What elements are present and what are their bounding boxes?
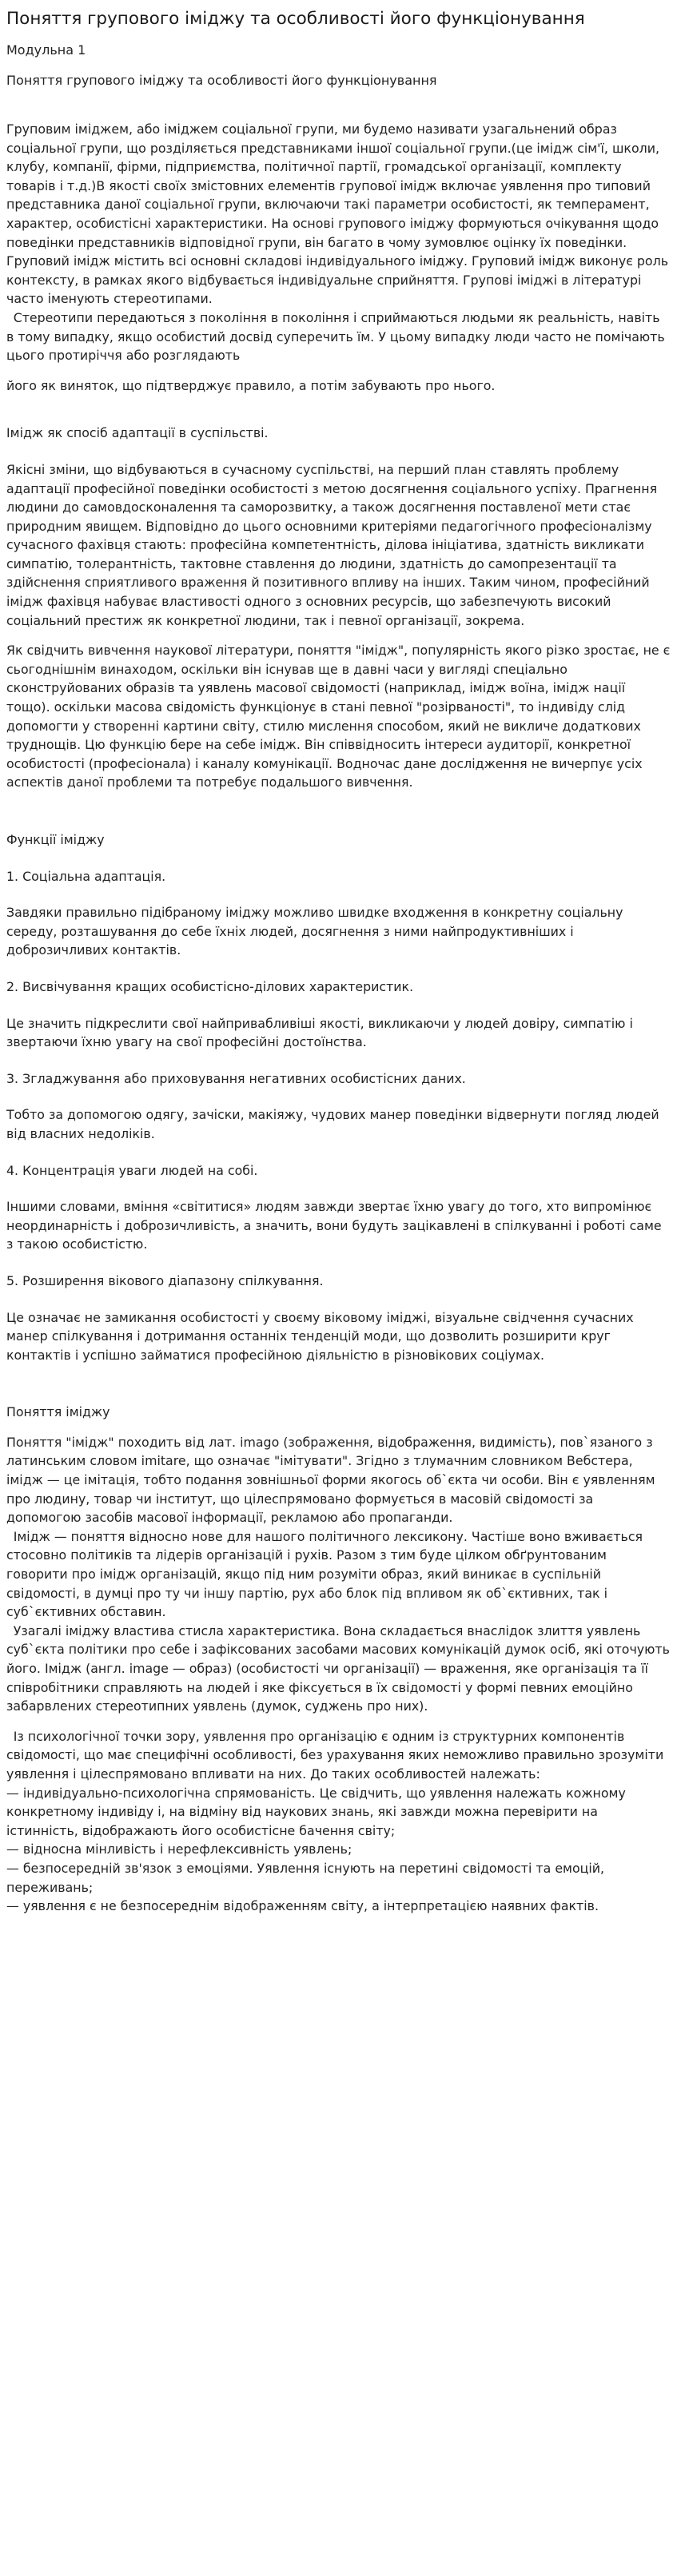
section-heading: Поняття іміджу [6, 1404, 110, 1420]
section-heading: Функції іміджу [6, 832, 105, 847]
paragraph: Поняття "імідж" походить від лат. imago (зображення, відображення, видимість), пов`язаного з латинським словом imitare, що означає "імітувати". Згідно з тлумачним словником Вебстера, імідж — це імітація, тобто подання зовнішньої форми якогось об`єкта чи особи. Він є уявленням про людину, товар чи інститут, що цілеспрямовано формується в масовій свідомості за допомогою засобів масової інформації, рекламою або пропаганди. [6, 1434, 655, 1526]
paragraph: його як виняток, що підтверджує правило, а потім забувають про нього. [6, 377, 496, 393]
section-subtitle: Поняття групового іміджу та особливості його функціонування [6, 73, 437, 88]
paragraph: Груповим іміджем, або іміджем соціальної групи, ми будемо називати узагальнений образ соціальної групи, що розділяється представниками іншої соціальної групи.(це імідж сім'ї, школи, клубу, компанії, фірми, підприємства, політичної партії, громадської організації, комплекту товарів і т.д.)В якості своїх змістовних елементів групової імідж включає уявлення про типовий представника даної соціальної групи, включаючи такі параметри особистості, як темперамент, характер, особистісні характеристики. На основі групового іміджу формуються очікування щодо поведінки представників відповідної групи, він багато в чому зумовлює оцінку їх поведінки. Груповий імідж містить всі основні складові індивідуального іміджу. Груповий імідж виконує роль контексту, в рамках якого відбувається індивідуальне сприйняття. Групові іміджі в літературі часто іменують стереотипами. [6, 121, 669, 307]
function-title: 2. Висвічування кращих особистісно-ділових характеристик. [6, 978, 414, 994]
paragraph: Із психологічної точки зору, уявлення про організацію є одним із структурних компонентів свідомості, що має специфічні особливості, без урахування яких неможливо правильно зрозуміти уявлення і цілеспрямовано впливати на них. До таких особливостей належать: [6, 1728, 664, 1782]
function-text: Іншими словами, вміння «світитися» людям завжди звертає їхню увагу до того, хто випромінює неординарність і доброзичливість, а значить, вони будуть зацікавлені в спілкуванні і роботі саме з такою особистістю. [6, 1199, 662, 1252]
list-item: — відносна мінливість і нерефлексивність уявлень; [6, 1841, 352, 1857]
function-text: Тобто за допомогою одягу, зачіски, макіяжу, чудових манер поведінки відвернути погляд людей від власних недоліків. [6, 1107, 659, 1141]
list-item: — безпосередній зв'язок з емоціями. Уявлення існують на перетині свідомості та емоцій, переживань; [6, 1860, 605, 1895]
paragraph: Імідж — поняття відносно нове для нашого політичного лексикону. Частіше воно вживається стосовно політиків та лідерів організацій і рухів. Разом з тим буде цілком обґрунтованим говорити про імідж організацій, якщо під ним розуміти образ, який виникає в суспільній свідомості, в думці про ту чи іншу партію, рух або блок під впливом як об`єктивних, так і суб`єктивних обставин. [6, 1528, 643, 1620]
paragraph: Як свідчить вивчення наукової літератури, поняття "імідж", популярність якого різко зростає, не є сьогоднішнім винаходом, оскільки він існував ще в давні часи у вигляді спеціально сконструйованих образів та уявлень масової свідомості (наприклад, імідж воїна, імідж нації тощо). оскільки масова свідомість функціонує в стані певної "розірваності", то індивіду слід допомогти у створенні картини світу, стилю мислення способом, який не викличе додаткових труднощів. Цю функцію бере на себе імідж. Він співвідносить інтереси аудиторії, конкретної особистості (професіонала) і каналу комунікації. Водночас дане дослідження не вичерпує усіх аспектів даної проблеми та потребує подальшого вивчення. [6, 643, 671, 790]
concept-section [6, 1403, 671, 1915]
list-item: — індивідуально-психологічна спрямованість. Це свідчить, що уявлення належать кожному конкретному індивіду і, на відміну від наукових знань, які завжди можна перевірити на істинність, відображають його особистісне бачення світу; [6, 1785, 626, 1838]
function-title: 4. Концентрація уваги людей на собі. [6, 1162, 258, 1178]
adaptation-section [6, 424, 671, 792]
function-title: 5. Розширення вікового діапазону спілкування. [6, 1272, 324, 1288]
paragraph: Якісні зміни, що відбуваються в сучасному суспільстві, на перший план ставлять проблему адаптації професійної поведінки особистості з метою досягнення соціального успіху. Прагнення людини до самовдосконалення та саморозвитку, а також досягнення поставленої мети стає природним явищем. Відповідно до цього основними критеріями педагогічного професіоналізму сучасного фахівця стають: професійна компетентність, ділова ініціатива, здатність викликати симпатію, толерантність, тактовне ставлення до людини, здатність до самопрезентації та здійснення сприятливого враження й позитивного впливу на інших. Таким чином, професійний імідж фахівця набуває властивості одного з основних ресурсів, що забезпечують високий соціальний престиж як конкретної людини, так і певної організації, зокрема. [6, 461, 658, 628]
function-text: Це значить підкреслити свої найпривабливіші якості, викликаючи у людей довіру, симпатію і звертаючи їхню увагу на свої професійні достоїнства. [6, 1015, 633, 1050]
function-title: 3. Згладжування або приховування негативних особистісних даних. [6, 1070, 466, 1086]
section-heading: Імідж як спосіб адаптації в суспільстві. [6, 425, 269, 441]
functions-section [6, 830, 671, 1364]
list-item: — уявлення є не безпосереднім відображенням світу, а інтерпретацією наявних фактів. [6, 1898, 599, 1914]
intro-block [6, 120, 671, 395]
page-title: Поняття групового іміджу та особливості його функціонування [6, 9, 585, 29]
function-text: Це означає не замикання особистості у своєму віковому іміджі, візуальне свідчення сучасних манер спілкування і дотримання останніх тенденцій моди, що дозволить розширити круг контактів і успішно займатися професійною діяльністю в різновікових соціумах. [6, 1309, 634, 1363]
paragraph: Узагалі іміджу властива стисла характеристика. Вона складається внаслідок злиття уявлень суб`єкта політики про себе і зафіксованих засобами масових комунікацій думок осіб, які оточують його. Імідж (англ. image — образ) (особистості чи організації) — враження, яке організація та її співробітники справляють на людей і яке фіксується в їх свідомості у формі певних емоційно забарвлених стереотипних уявлень (думок, суджень про них). [6, 1622, 670, 1714]
function-title: 1. Соціальна адаптація. [6, 868, 166, 884]
module-label: Модульна 1 [6, 42, 86, 58]
paragraph: Стереотипи передаються з покоління в покоління і сприймаються людьми як реальність, навіть в тому випадку, якщо особистий досвід суперечить їм. У цьому випадку люди часто не помічають цього протиріччя або розглядають [6, 309, 665, 364]
function-text: Завдяки правильно підібраному іміджу можливо швидке входження в конкретну соціальну середу, розташування до себе їхніх людей, досягнення з ними найпродуктивніших і доброзичливих контактів. [6, 905, 623, 958]
